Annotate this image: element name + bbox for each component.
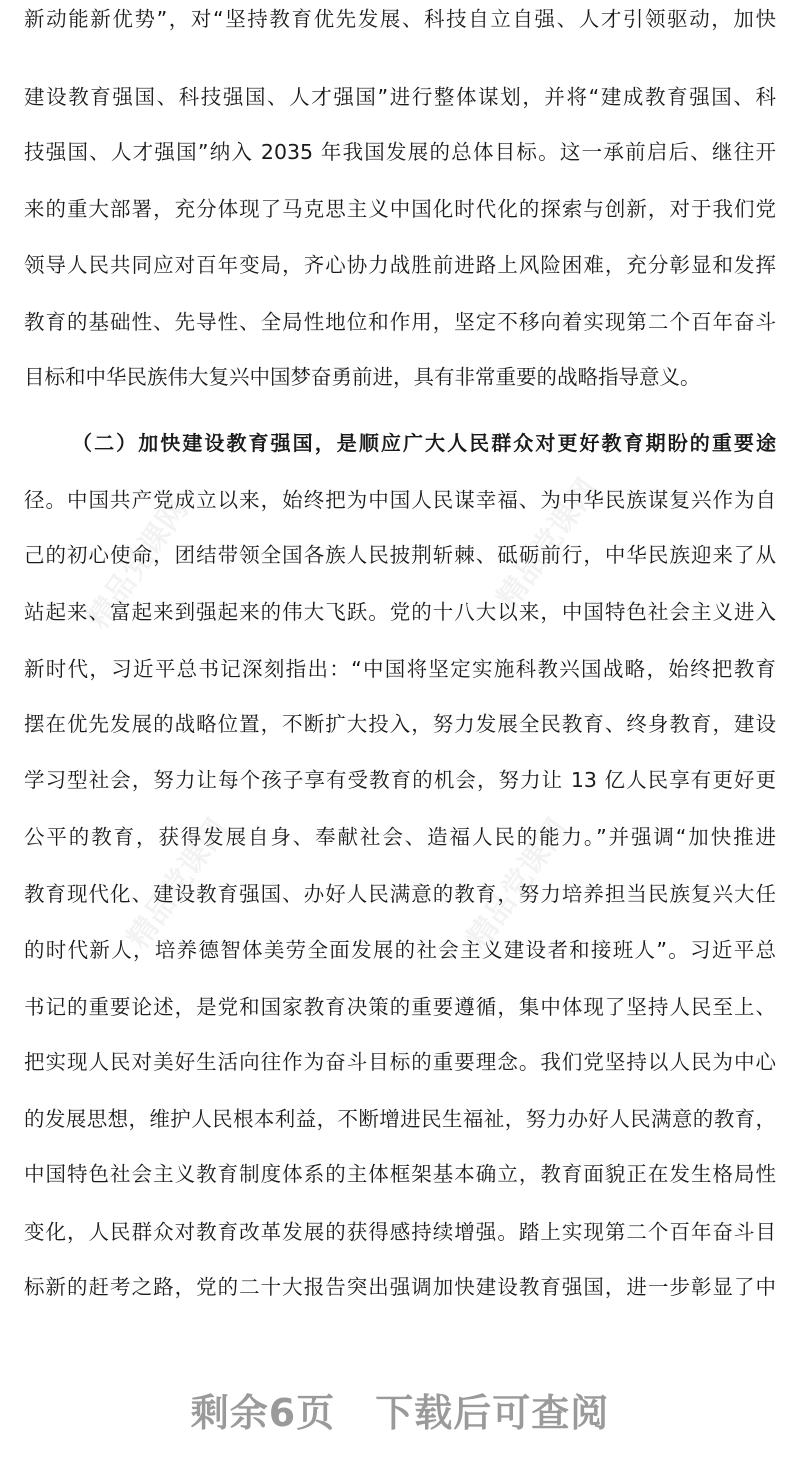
text-line: 己的初心使命，团结带领全国各族人民披荆斩棘、砥砺前行，中华民族迎来了从 bbox=[24, 543, 776, 567]
watermark: 精品党课网 bbox=[490, 472, 606, 616]
watermark: 精品党课网 bbox=[460, 812, 576, 956]
text-line: 目标和中华民族伟大复兴中国梦奋勇前进，具有非常重要的战略指导意义。 bbox=[24, 365, 701, 389]
text-line: 学习型社会，努力让每个孩子享有受教育的机会，努力让 13 亿人民享有更好更 bbox=[24, 768, 776, 792]
text-line: 变化，人民群众对教育改革发展的获得感持续增强。踏上实现第二个百年奋斗目 bbox=[24, 1220, 776, 1244]
text-line: 的时代新人，培养德智体美劳全面发展的社会主义建设者和接班人”。习近平总 bbox=[24, 938, 776, 962]
text-line: 标新的赶考之路，党的二十大报告突出强调加快建设教育强国，进一步彰显了中 bbox=[24, 1275, 776, 1299]
text-line: 教育现代化、建设教育强国、办好人民满意的教育，努力培养担当民族复兴大任 bbox=[24, 882, 776, 906]
download-prompt[interactable] bbox=[0, 1382, 800, 1437]
text-line: 径。中国共产党成立以来，始终把为中国人民谋幸福、为中华民族谋复兴作为自 bbox=[24, 488, 776, 512]
text-line: 公平的教育，获得发展自身、奉献社会、造福人民的能力。”并强调“加快推进 bbox=[24, 825, 776, 849]
text-line: 的发展思想，维护人民根本利益，不断增进民生福祉，努力办好人民满意的教育， bbox=[24, 1107, 776, 1131]
text-line: 站起来、富起来到强起来的伟大飞跃。党的十八大以来，中国特色社会主义进入 bbox=[24, 600, 776, 624]
text-line: 领导人民共同应对百年变局，齐心协力战胜前进路上风险困难，充分彰显和发挥 bbox=[24, 253, 776, 277]
text-line: 中国特色社会主义教育制度体系的主体框架基本确立，教育面貌正在发生格局性 bbox=[24, 1162, 776, 1186]
text-line: 书记的重要论述，是党和国家教育决策的重要遵循，集中体现了坚持人民至上、 bbox=[24, 995, 776, 1019]
text-line: 教育的基础性、先导性、全局性地位和作用，坚定不移向着实现第二个百年奋斗 bbox=[24, 310, 776, 334]
watermark: 精品党课网 bbox=[80, 492, 196, 636]
download-hint-label: 下载后可查阅 bbox=[375, 1391, 610, 1435]
watermark: 精品党课网 bbox=[120, 812, 236, 956]
text-line: 摆在优先发展的战略位置，不断扩大投入，努力发展全民教育、终身教育，建设 bbox=[24, 712, 776, 736]
text-line: 把实现人民对美好生活向往作为奋斗目标的重要理念。我们党坚持以人民为中心 bbox=[24, 1050, 776, 1074]
section-heading: （二）加快建设教育强国，是顺应广大人民群众对更好教育期盼的重要途 bbox=[72, 431, 776, 455]
text-line: 技强国、人才强国”纳入 2035 年我国发展的总体目标。这一承前启后、继往开 bbox=[24, 140, 776, 164]
text-line: 建设教育强国、科技强国、人才强国”进行整体谋划，并将“建成教育强国、科 bbox=[24, 85, 776, 109]
text-line: 来的重大部署，充分体现了马克思主义中国化时代化的探索与创新，对于我们党 bbox=[24, 197, 776, 221]
text-line: 新时代，习近平总书记深刻指出：“中国将坚定实施科教兴国战略，始终把教育 bbox=[24, 657, 776, 681]
remaining-pages-label: 剩余6页 bbox=[190, 1391, 336, 1435]
text-line: 新动能新优势”，对“坚持教育优先发展、科技自立自强、人才引领驱动，加快 bbox=[24, 7, 776, 31]
